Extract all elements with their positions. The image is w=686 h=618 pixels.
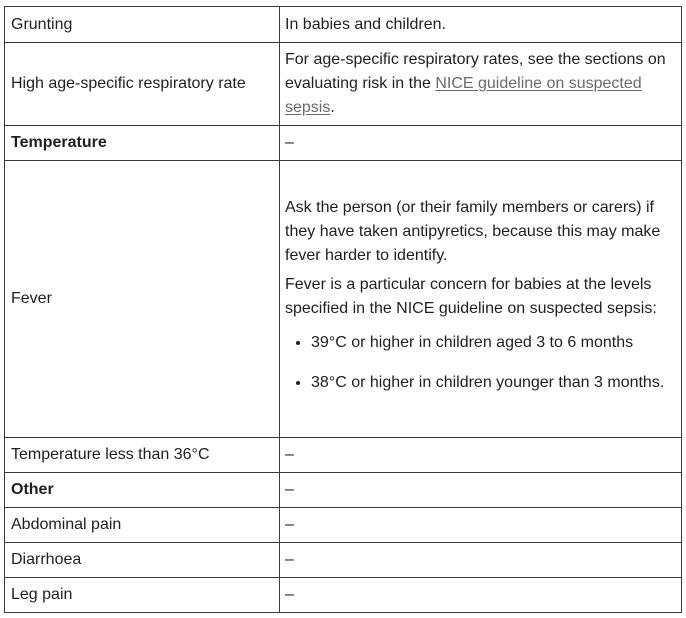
detail-text: For age-specific respiratory rates, see the sections on evaluating risk in the: [285, 51, 666, 92]
symptom-cell: Grunting: [5, 7, 280, 43]
section-heading-cell: Other: [5, 473, 280, 508]
list-item: • 39°C or higher in children aged 3 to 6 months: [311, 331, 675, 355]
symptom-cell: Abdominal pain: [5, 508, 280, 543]
detail-text-end: .: [330, 99, 335, 116]
table-row: [5, 43, 682, 126]
symptoms-table: [4, 6, 682, 613]
symptom-cell: Leg pain: [5, 578, 280, 613]
detail-cell: [280, 161, 682, 438]
table-row: [5, 543, 682, 578]
table-row: [5, 508, 682, 543]
detail-paragraph: Ask the person (or their family members or carers) if they have taken antipyretics, because this may make fever harder to identify.: [285, 198, 661, 264]
detail-cell: –: [280, 578, 682, 613]
nice-sepsis-guideline-link[interactable]: NICE guideline on suspected sepsis: [285, 75, 642, 116]
list-item: • 38°C or higher in children younger than 3 months.: [311, 371, 675, 395]
detail-cell: –: [280, 438, 682, 473]
detail-cell: [280, 43, 682, 126]
symptoms-table-container: [4, 6, 682, 613]
symptom-cell: Fever: [5, 161, 280, 438]
detail-cell: –: [280, 473, 682, 508]
fever-threshold-list: [285, 331, 675, 395]
table-row: [5, 578, 682, 613]
detail-cell: –: [280, 126, 682, 161]
section-heading-cell: Temperature: [5, 126, 280, 161]
detail-cell: In babies and children.: [280, 7, 682, 43]
table-row: [5, 126, 682, 161]
detail-paragraph: Fever is a particular concern for babies at the levels specified in the NICE guideline on suspected sepsis:: [285, 275, 657, 317]
table-row: [5, 473, 682, 508]
symptom-cell: Diarrhoea: [5, 543, 280, 578]
symptom-cell: High age-specific respiratory rate: [5, 43, 280, 126]
table-row: [5, 161, 682, 438]
symptom-cell: Temperature less than 36°C: [5, 438, 280, 473]
detail-cell: –: [280, 543, 682, 578]
table-row: [5, 7, 682, 43]
table-row: [5, 438, 682, 473]
detail-cell: –: [280, 508, 682, 543]
